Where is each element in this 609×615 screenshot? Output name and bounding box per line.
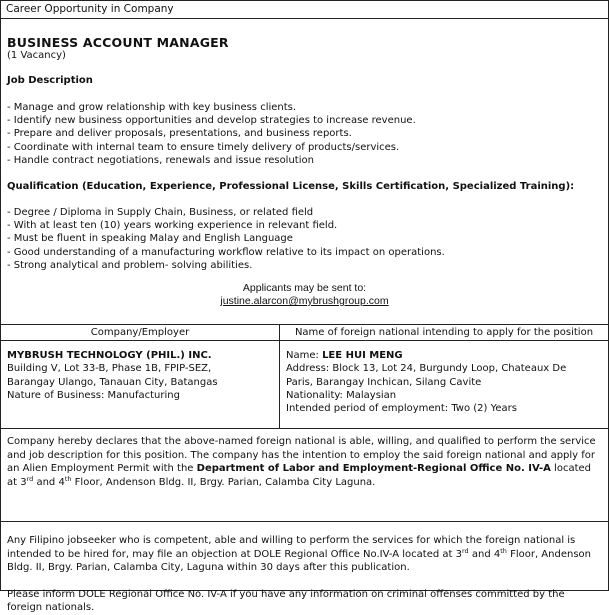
notice-text: Floor, Andenson Bldg. II, Brgy. Parian, Calamba City, Laguna within 30 days after this publication. <box>7 548 591 574</box>
apply-label: Applicants may be sent to: <box>242 282 367 295</box>
notice-text: Any Filipino jobseeker who is competent, able and willing to perform the services for which the foreign national is intended to be hired for, may file an objection at DOLE Regional Office No.IV-A located at 3 <box>7 535 576 560</box>
declaration-text: located at 3 <box>7 463 591 488</box>
employer-address-line2: Barangay Ulango, Tanauan City, Batangas <box>7 376 218 388</box>
employer-name: MYBRUSH TECHNOLOGY (PHIL.) INC. <box>7 350 212 361</box>
ordinal-suffix: rd <box>461 546 469 555</box>
vacancy-count: (1 Vacancy) <box>7 50 66 61</box>
declaration-text: Company hereby declares that the above-named foreign national is able, willing, and qualified to perform the service and job description for this position. The company has the intention to employ the said foreign national and apply for an Alien Employment Permit with the <box>7 436 596 475</box>
employer-business: Nature of Business: Manufacturing <box>7 389 180 401</box>
national-column <box>280 325 608 428</box>
declaration-text: and 4 <box>33 476 65 488</box>
qualification-item: - Strong analytical and problem- solving abilities. <box>7 259 253 271</box>
description-item: - Prepare and deliver proposals, presentations, and business reports. <box>7 128 352 140</box>
national-column-header: Name of foreign national intending to apply for the position <box>280 325 608 341</box>
national-name: LEE HUI MENG <box>322 350 403 361</box>
qualification-item: - Must be fluent in speaking Malay and English Language <box>7 233 293 245</box>
national-address-line2: Paris, Barangay Inchican, Silang Cavite <box>286 376 482 388</box>
description-list <box>7 101 602 167</box>
ordinal-suffix: rd <box>26 474 34 483</box>
job-section <box>1 19 608 325</box>
notice-text: and 4 <box>468 548 501 560</box>
page-header: Career Opportunity in Company <box>1 1 608 19</box>
national-period: Intended period of employment: Two (2) Years <box>286 403 517 415</box>
inform-paragraph: Please inform DOLE Regional Office No. IV-A if you have any information on criminal offenses committed by the foreign nationals. <box>7 588 565 614</box>
national-name-row <box>286 349 602 362</box>
ordinal-suffix: th <box>64 474 72 483</box>
employer-column-header: Company/Employer <box>1 325 279 341</box>
employer-details <box>1 341 279 402</box>
job-title: BUSINESS ACCOUNT MANAGER <box>7 35 229 50</box>
parties-table <box>1 325 608 429</box>
national-address-line1: Address: Block 13, Lot 24, Burgundy Loop, Chateaux De <box>286 363 567 375</box>
qualification-heading: Qualification (Education, Experience, Professional License, Skills Certification, Specialized Training): <box>7 181 575 193</box>
regional-office-name: Department of Labor and Employment-Regional Office No. IV-A <box>196 463 551 475</box>
qualification-item: - With at least ten (10) years working experience in relevant field. <box>7 220 338 232</box>
declaration-paragraph <box>1 429 608 522</box>
description-item: - Manage and grow relationship with key business clients. <box>7 102 297 113</box>
national-nationality: Nationality: Malaysian <box>286 389 397 401</box>
qualification-list <box>7 206 602 272</box>
apply-email-link[interactable]: justine.alarcon@mybrushgroup.com <box>220 295 389 308</box>
notice-section <box>1 522 608 615</box>
qualification-item: - Degree / Diploma in Supply Chain, Business, or related field <box>7 207 314 219</box>
apply-block <box>7 282 602 308</box>
description-item: - Coordinate with internal team to ensure timely delivery of products/services. <box>7 141 400 153</box>
ordinal-suffix: th <box>500 546 507 555</box>
description-heading: Job Description <box>7 75 93 86</box>
employer-column <box>1 325 280 428</box>
national-details <box>280 341 608 415</box>
declaration-text: Floor, Andenson Bldg. II, Brgy. Parian, Calamba City Laguna. <box>71 476 376 488</box>
qualification-item: - Good understanding of a manufacturing workflow relative to its impact on operations. <box>7 246 445 258</box>
description-item: - Identify new business opportunities and develop strategies to increase revenue. <box>7 115 416 127</box>
description-item: - Handle contract negotiations, renewals and issue resolution <box>7 154 314 166</box>
objection-paragraph <box>7 534 602 575</box>
national-name-label: Name: <box>286 350 323 361</box>
employer-address-line1: Building V, Lot 33-B, Phase 1B, FPIP-SEZ, <box>7 363 212 375</box>
